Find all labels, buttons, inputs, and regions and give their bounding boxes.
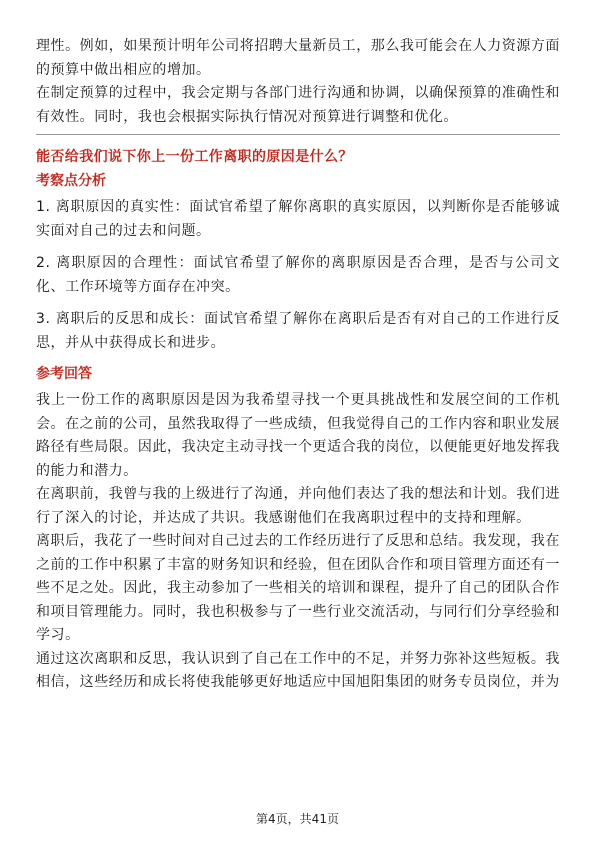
analysis-title: 考察点分析 (36, 173, 106, 189)
answer-title: 参考回答 (36, 366, 92, 382)
question-heading: 能否给我们说下你上一份工作离职的原因是什么？ (36, 149, 353, 165)
analysis-item-3: 3. 离职后的反思和成长：面试官希望了解你在离职后是否有对自己的工作进行反思，并从中获得成长和进步。 (36, 311, 560, 351)
page-content (36, 35, 560, 695)
analysis-item-2: 2. 离职原因的合理性：面试官希望了解你的离职原因是否合理，是否与公司文化、工作环境等方面存在冲突。 (36, 255, 560, 295)
intro-paragraph-2: 在制定预算的过程中，我会定期与各部门进行沟通和协调，以确保预算的准确性和有效性。同时，我也会根据实际执行情况对预算进行调整和优化。 (36, 85, 560, 125)
analysis-item-1: 1. 离职原因的真实性：面试官希望了解你离职的真实原因，以判断你是否能够诚实面对自己的过去和问题。 (36, 199, 560, 239)
page-number: 第4页，共41页 (256, 812, 339, 826)
intro-paragraph-1: 理性。例如，如果预计明年公司将招聘大量新员工，那么我可能会在人力资源方面的预算中做出相应的增加。 (36, 38, 560, 78)
answer-paragraph-1: 我上一份工作的离职原因是因为我希望寻找一个更具挑战性和发展空间的工作机会。在之前的公司，虽然我取得了一些成绩，但我觉得自己的工作内容和职业发展路径有些局限。因此，我决定主动寻找一个更适合我的岗位，以便能更好地发挥我的能力和潜力。 (36, 392, 560, 479)
answer-paragraph-3: 离职后，我花了一些时间对自己过去的工作经历进行了反思和总结。我发现，我在之前的工作中积累了丰富的财务知识和经验，但在团队合作和项目管理方面还有一些不足之处。因此，我主动参加了一些相关的培训和课程，提升了自己的团队合作和项目管理能力。同时，我也积极参与了一些行业交流活动，与同行们分享经验和学习。 (36, 533, 560, 643)
section-divider (36, 134, 560, 135)
answer-paragraph-2: 在离职前，我曾与我的上级进行了沟通，并向他们表达了我的想法和计划。我们进行了深入的讨论，并达成了共识。我感谢他们在我离职过程中的支持和理解。 (36, 486, 560, 526)
answer-paragraph-4: 通过这次离职和反思，我认识到了自己在工作中的不足，并努力弥补这些短板。我相信，这些经历和成长将使我能够更好地适应中国旭阳集团的财务专员岗位，并为 (36, 650, 560, 690)
